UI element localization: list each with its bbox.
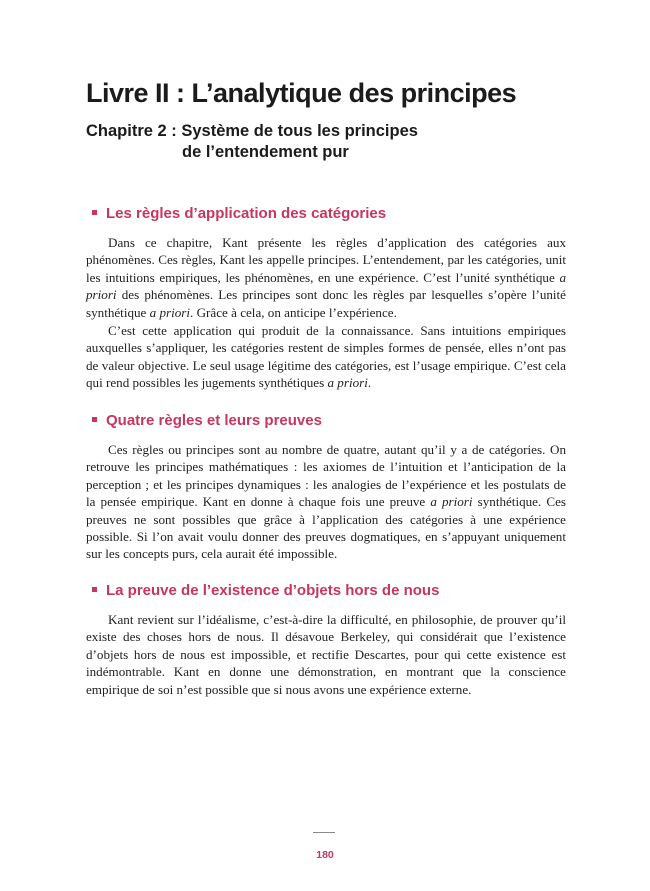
section-heading-application: [92, 205, 386, 222]
chapter-title-line1: Chapitre 2 : Système de tous les principes: [86, 122, 418, 140]
paragraph: Dans ce chapitre, Kant présente les règles d’application des catégories aux phénomènes. Ces règles, Kant les appelle principes. L’entendement, par les catégories, unit les intuitions empiriques, les phénomènes, en une expérience. C’est l’unité synthétique a priori des phénomènes. Les principes sont donc les règles par lesquelles s’opère l’unité synthétique a priori. Grâce à cela, on anticipe l’expérience.: [86, 235, 566, 320]
section-heading-text: La preuve de l’existence d’objets hors de nous: [106, 582, 440, 599]
square-bullet-icon: [92, 417, 97, 422]
page-number: 180: [316, 849, 334, 861]
paragraph: Kant revient sur l’idéalisme, c’est-à-dire la difficulté, en philosophie, de prouver qu’il existe des choses hors de nous. Il désavoue Berkeley, qui considérait que l’existence d’objets hors de nous est impossible, et rectifie Descartes, pour qui cette existence est indémontrable. Kant en donne une démonstration, en montrant que la conscience empirique de soi n’est possible que si nous avons une expérience externe.: [86, 612, 566, 697]
paragraph: C’est cette application qui produit de la connaissance. Sans intuitions empiriques auxquelles s’appliquer, les catégories restent de simples formes de pensée, elles n’ont pas de valeur objective. Le seul usage légitime des catégories, est l’usage empirique. C’est cela qui rend possibles les jugements synthétiques a priori.: [86, 323, 566, 391]
paragraph: Ces règles ou principes sont au nombre de quatre, autant qu’il y a de catégories. On retrouve les principes mathématiques : les axiomes de l’intuition et l’anticipation de la perception ; et les principes dynamiques : les analogies de l’expérience et les postulats de la pensée empirique. Kant en donne à chaque fois une preuve a priori synthétique. Ces preuves ne sont possibles que grâce à l’application des catégories à une expérience possible. Si l’on avait voulu donner des preuves dogmatiques, en s’appuyant uniquement sur les concepts purs, cela aurait été impossible.: [86, 442, 566, 562]
section-heading-rules: [92, 412, 322, 429]
book-title: Livre II : L’analytique des principes: [86, 78, 517, 108]
section-heading-text: Les règles d’application des catégories: [106, 205, 387, 222]
chapter-title-line2: de l’entendement pur: [182, 143, 349, 161]
square-bullet-icon: [92, 210, 97, 215]
chapter-title: [86, 121, 418, 163]
section-heading-existence: [92, 582, 439, 599]
square-bullet-icon: [92, 587, 97, 592]
footer-divider: [313, 832, 335, 833]
section-heading-text: Quatre règles et leurs preuves: [106, 412, 322, 429]
